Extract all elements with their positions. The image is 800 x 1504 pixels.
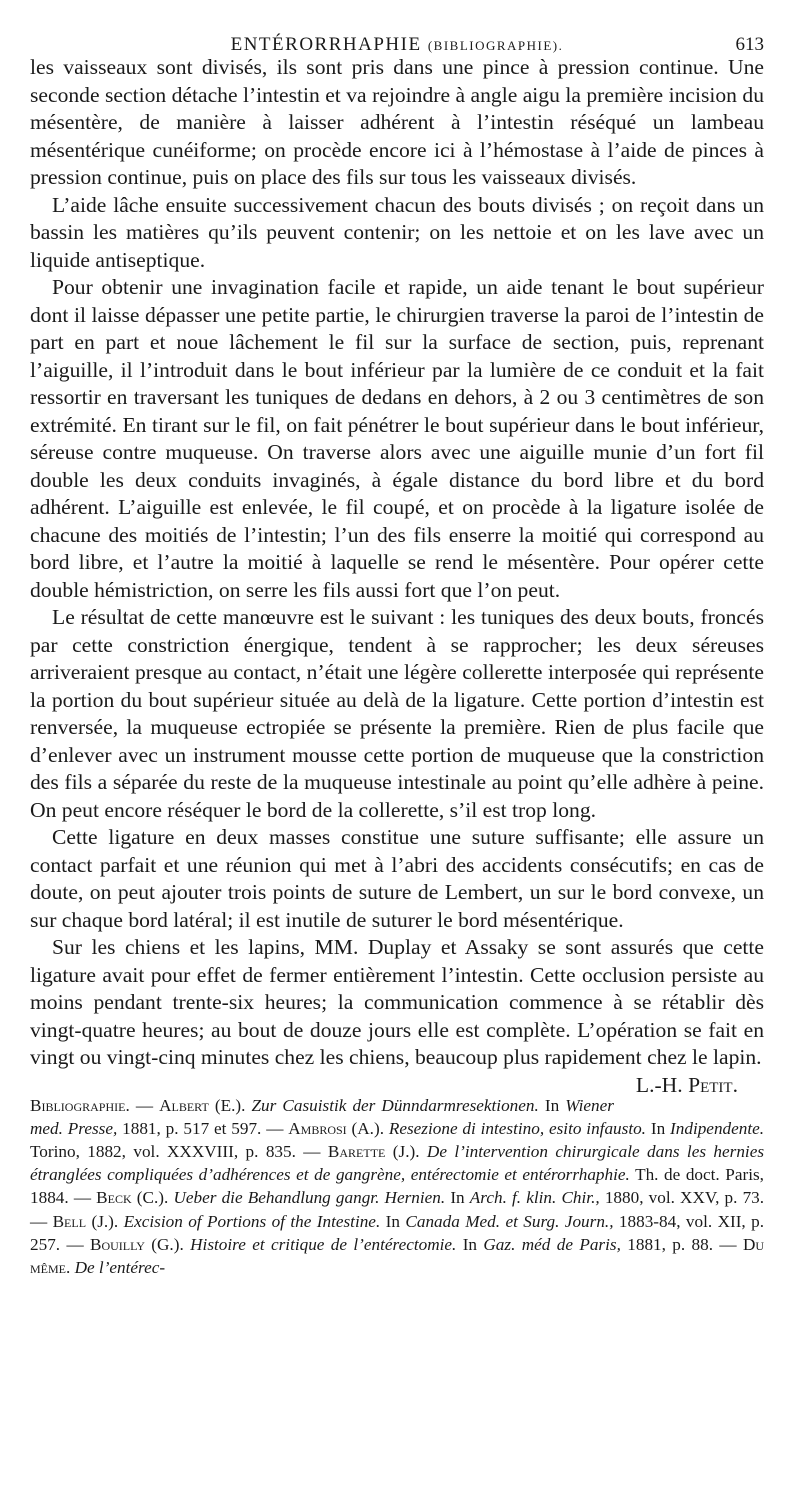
bib-journal: Gaz. méd de Paris, <box>483 1234 621 1254</box>
running-subtitle: (BIBLIOGRAPHIE). <box>427 38 564 53</box>
bib-title: De l’intervention chirurgicale dans les hernies étranglées compliquées d’adhérences et de gangrène, entérectomie et entérorrhaphie. <box>30 1141 765 1185</box>
bib-entry <box>96 1188 764 1207</box>
bib-details: Th. de doct. Paris, 1884. <box>30 1165 764 1208</box>
bib-source: In <box>385 1211 400 1231</box>
paragraph: Cette ligature en deux masses constitue une suture suffisante; elle assure un contact parfait et une réunion qui met à l’abri des accidents consécutifs; en cas de doute, on peut ajouter trois points de suture de Lembert, un sur le bord convexe, un sur chaque bord latéral; il est inutile de suturer le bord mésentérique. <box>30 825 764 932</box>
bib-source: In <box>650 1118 666 1138</box>
bib-author: Ambrosi <box>288 1118 347 1138</box>
bib-details: 1881, p. 88. <box>627 1234 714 1254</box>
bib-author: Bouilly <box>90 1234 145 1254</box>
bib-journal: Canada Med. et Surg. Journ., <box>405 1211 614 1231</box>
paragraph-final <box>30 934 764 1097</box>
paragraph-text: Sur les chiens et les lapins, MM. Duplay et Assaky se sont assurés que cette ligature avait pour effet de fermer entièrement l’intestin. Cette occlusion persiste au moins pendant trente-six heures; la communication commence à se rétablir dès vingt-quatre heures; au bout de douze jours elle est complète. L’opération se fait en vingt ou vingt-cinq minutes chez les chiens, beaucoup plus rapidement chez le lapin. <box>30 935 764 1069</box>
paragraph: les vaisseaux sont divisés, ils sont pris dans une pince à pression continue. Une seconde section détache l’intestin et va rejoindre à angle aigu la première incision du mésentère, de manière à laisser adhérent à l’intestin réséqué un lambeau mésentérique cunéiforme; on procède encore ici à l’hémostase à l’aide de pinces à pression continue, puis on place des fils sur tous les vaisseaux divisés. <box>30 55 764 189</box>
paragraph: Le résultat de cette manœuvre est le suivant : les tuniques des deux bouts, froncés par cette constriction énergique, tendent à se rapprocher; les deux séreuses arriveraient presque au contact, n’était une légère collerette interposée qui représente la portion du bout supérieur située au delà de la ligature. Cette portion d’intestin est renversée, la muqueuse ectropiée se présente la première. Rien de plus facile que d’enlever avec un instrument mousse cette portion de muqueuse que la constriction des fils a séparée du reste de la muqueuse intestinale au point qu’elle adhère à peine. On peut encore réséquer le bord de la collerette, s’il est trop long. <box>30 605 764 822</box>
bib-journal: Wiener med. Presse, <box>30 1095 614 1138</box>
bib-source: In <box>450 1188 465 1208</box>
bib-title: Resezione di intestino, esito infausto. <box>388 1118 646 1138</box>
bib-journal: Arch. f. klin. Chir., <box>469 1188 600 1208</box>
bib-details: 1880, vol. XXV, p. 73. <box>604 1188 765 1208</box>
running-title: ENTÉRORRHAPHIE <box>230 34 422 55</box>
document-page <box>30 0 764 1279</box>
bib-initial: (J.). <box>91 1211 119 1231</box>
bib-author: Albert <box>159 1095 209 1115</box>
bib-author: Beck <box>96 1188 132 1208</box>
bib-entry <box>90 1235 713 1254</box>
paragraph: L’aide lâche ensuite successivement chacun des bouts divisés ; on reçoit dans un bassin les matières qu’ils peuvent contenir; on les nettoie et on les lave avec un liquide antiseptique. <box>30 192 764 272</box>
bib-title: Histoire et critique de l’entérectomie. <box>190 1234 457 1254</box>
bib-initial: (G.). <box>151 1234 184 1254</box>
bib-title: Zur Casuistik der Dünndarmresektionen. <box>251 1095 539 1115</box>
bib-details: 1881, p. 517 et 597. <box>122 1118 262 1138</box>
bib-author: Barette <box>327 1141 386 1161</box>
bib-source: In <box>462 1234 478 1254</box>
signature-surname: Petit. <box>688 1072 738 1097</box>
bib-title: De l’entérec- <box>74 1257 166 1277</box>
running-header <box>30 0 764 54</box>
bib-source: In <box>544 1095 560 1115</box>
bib-initial: (J.). <box>392 1141 420 1161</box>
bib-details: 1883-84, vol. XII, p. 257. <box>30 1211 765 1254</box>
bib-initial: (C.). <box>136 1188 169 1208</box>
bib-title: Excision of Portions of the Intestine. <box>123 1211 381 1231</box>
paragraph: Pour obtenir une invagination facile et rapide, un aide tenant le bout supérieur dont il laisse dépasser une petite partie, le chirurgien traverse la paroi de l’intestin de part en part et noue lâchement le fil sur la surface de section, puis, reprenant l’aiguille, il l’introduit dans le bout inférieur par la lumière de ce conduit et la fait ressortir en traversant les tuniques de dedans en dehors, à 2 ou 3 centimètres de son extrémité. En tirant sur le fil, on fait pénétrer le bout supérieur dans le bout inférieur, séreuse contre muqueuse. On traverse alors avec une aiguille munie d’un fort fil double les deux conduits invaginés, à égale distance du bord libre et du bord adhérent. L’aiguille est enlevée, le fil coupé, et on procède à la ligature isolée de chacune des moitiés de l’intestin; l’un des fils enserre la moitié qui correspond au bord libre, et l’autre la moitié à laquelle se rend le mésentère. Pour opérer cette double hémistriction, on serre les fils aussi fort que l’on peut. <box>30 275 764 602</box>
bib-title: Ueber die Behandlung gangr. Hernien. <box>173 1188 446 1208</box>
bib-author: Bell <box>52 1211 87 1231</box>
body-text <box>30 54 764 1097</box>
bib-initial: (A.). <box>351 1118 384 1138</box>
bib-details: Torino, 1882, vol. XXXVIII, p. 835. <box>30 1141 296 1161</box>
bibliography-label: Bibliographie. <box>30 1095 130 1115</box>
bib-author: Du même. <box>30 1234 765 1277</box>
signature-initials: L.-H. <box>635 1072 683 1097</box>
bib-journal: Indipendente. <box>670 1118 765 1138</box>
author-signature <box>614 1072 738 1100</box>
bib-initial: (E.). <box>214 1095 246 1115</box>
bibliography: Bibliographie. — Albert (E.). Zur Casuistik der Dünndarmresektionen. In Wiener med. Presse, 1881, p. 517 et 597. — Ambrosi (A.). Resezione di intestino, esito infausto. In Indipendente. Torino, 1882, vol. XXXVIII, p. 835. — Barette (J.). De l’intervention chirurgicale dans les hernies étranglées compliquées d’adhérences et de gangrène, entérectomie et entérorrhaphie. Th. de doct. Paris, 1884. — Beck (C.). Ueber die Behandlung gangr. Hernien. In Arch. f. klin. Chir., 1880, vol. XXV, p. 73. — Bell (J.). Excision of Portions of the Intestine. In Canada Med. et Surg. Journ., 1883-84, vol. XII, p. 257. — Bouilly (G.). Histoire et critique de l’entérectomie. In Gaz. méd de Paris, 1881, p. 88. — Du même. De l’entérec- <box>30 1095 765 1277</box>
page-number: 613 <box>735 34 764 55</box>
